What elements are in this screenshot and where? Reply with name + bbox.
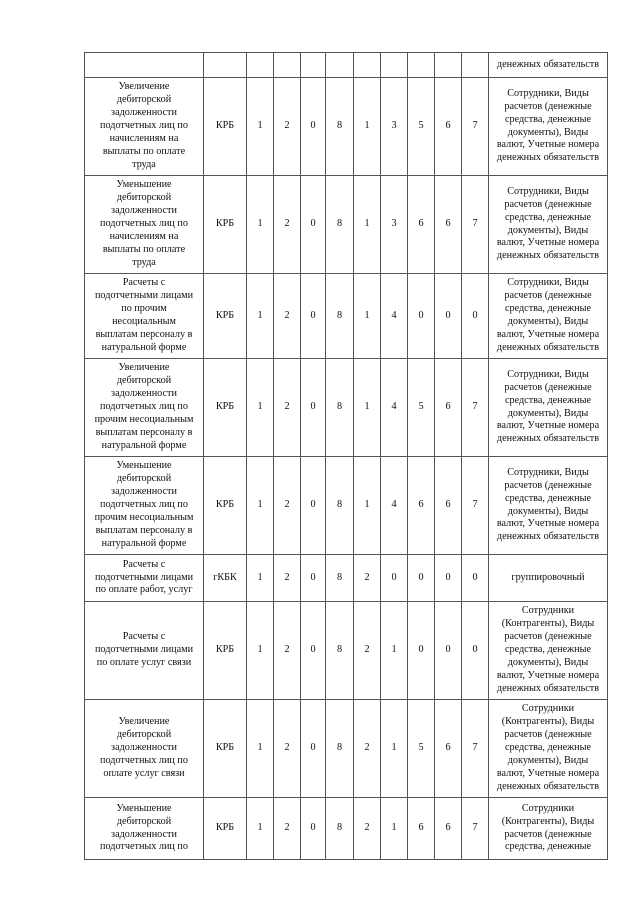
account-digit: 6 — [435, 798, 462, 860]
table-row — [85, 53, 608, 78]
account-digit: 1 — [247, 798, 274, 860]
table-row — [85, 602, 608, 700]
account-digit: 3 — [381, 78, 408, 176]
account-digit: 0 — [301, 602, 326, 700]
account-digit: 0 — [301, 700, 326, 798]
row-analytics: Сотрудники, Виды расчетов (денежные средства, денежные документы), Виды валют, Учетные номера денежных обязательств — [489, 176, 608, 274]
account-digit — [435, 53, 462, 78]
account-digit: 1 — [247, 359, 274, 457]
account-digit: 0 — [435, 274, 462, 359]
account-digit: 1 — [247, 700, 274, 798]
account-digit: 8 — [326, 78, 354, 176]
account-digit: 6 — [435, 700, 462, 798]
row-type: КРБ — [204, 602, 247, 700]
row-description — [85, 53, 204, 78]
account-digit — [301, 53, 326, 78]
account-digit: 1 — [381, 602, 408, 700]
account-digit: 6 — [435, 176, 462, 274]
account-digit — [326, 53, 354, 78]
account-digit: 2 — [274, 176, 301, 274]
row-description: Уменьшение дебиторской задолженности подотчетных лиц по начислениям на выплаты по оплате труда — [85, 176, 204, 274]
account-digit: 8 — [326, 457, 354, 555]
account-digit: 0 — [408, 555, 435, 602]
account-digit: 1 — [354, 457, 381, 555]
account-digit: 0 — [381, 555, 408, 602]
account-digit: 1 — [247, 457, 274, 555]
table-row — [85, 274, 608, 359]
account-digit: 0 — [435, 602, 462, 700]
account-digit: 7 — [462, 457, 489, 555]
account-digit: 2 — [274, 602, 301, 700]
account-digit: 0 — [435, 555, 462, 602]
account-digit: 6 — [435, 78, 462, 176]
account-digit — [408, 53, 435, 78]
account-digit: 6 — [408, 798, 435, 860]
account-digit — [462, 53, 489, 78]
account-digit: 4 — [381, 457, 408, 555]
account-digit: 6 — [408, 176, 435, 274]
account-digit — [274, 53, 301, 78]
account-digit: 1 — [381, 700, 408, 798]
account-digit: 0 — [462, 274, 489, 359]
row-description: Увеличение дебиторской задолженности подотчетных лиц по начислениям на выплаты по оплате труда — [85, 78, 204, 176]
account-digit: 6 — [435, 359, 462, 457]
row-type: КРБ — [204, 176, 247, 274]
table-row — [85, 78, 608, 176]
account-digit: 5 — [408, 78, 435, 176]
account-digit: 2 — [274, 457, 301, 555]
account-digit: 1 — [247, 176, 274, 274]
row-description: Расчеты с подотчетными лицами по прочим несоциальным выплатам персоналу в натуральной форме — [85, 274, 204, 359]
account-digit: 1 — [247, 555, 274, 602]
table-row — [85, 176, 608, 274]
account-digit — [247, 53, 274, 78]
account-digit: 4 — [381, 274, 408, 359]
account-digit: 2 — [274, 798, 301, 860]
row-description: Расчеты с подотчетными лицами по оплате работ, услуг — [85, 555, 204, 602]
account-digit: 5 — [408, 359, 435, 457]
account-digit: 0 — [301, 274, 326, 359]
row-type: КРБ — [204, 457, 247, 555]
account-digit: 1 — [381, 798, 408, 860]
account-digit: 0 — [462, 602, 489, 700]
row-analytics: Сотрудники, Виды расчетов (денежные средства, денежные документы), Виды валют, Учетные номера денежных обязательств — [489, 274, 608, 359]
table-row — [85, 798, 608, 860]
account-digit — [354, 53, 381, 78]
row-type — [204, 53, 247, 78]
account-digit: 7 — [462, 700, 489, 798]
account-digit: 7 — [462, 78, 489, 176]
row-description: Увеличение дебиторской задолженности подотчетных лиц по прочим несоциальным выплатам персоналу в натуральной форме — [85, 359, 204, 457]
account-digit: 7 — [462, 359, 489, 457]
row-type: гКБК — [204, 555, 247, 602]
account-digit: 8 — [326, 359, 354, 457]
row-description: Уменьшение дебиторской задолженности подотчетных лиц по — [85, 798, 204, 860]
row-type: КРБ — [204, 274, 247, 359]
account-digit: 8 — [326, 555, 354, 602]
account-digit: 8 — [326, 602, 354, 700]
row-description: Расчеты с подотчетными лицами по оплате услуг связи — [85, 602, 204, 700]
account-digit: 6 — [408, 457, 435, 555]
account-digit — [381, 53, 408, 78]
row-analytics: Сотрудники, Виды расчетов (денежные средства, денежные документы), Виды валют, Учетные номера денежных обязательств — [489, 457, 608, 555]
row-analytics: Сотрудники, Виды расчетов (денежные средства, денежные документы), Виды валют, Учетные номера денежных обязательств — [489, 78, 608, 176]
account-digit: 5 — [408, 700, 435, 798]
table-row — [85, 555, 608, 602]
account-digit: 3 — [381, 176, 408, 274]
account-digit: 2 — [274, 359, 301, 457]
account-digit: 1 — [247, 602, 274, 700]
row-analytics: Сотрудники (Контрагенты), Виды расчетов (денежные средства, денежные документы), Виды валют, Учетные номера денежных обязательств — [489, 700, 608, 798]
row-description: Уменьшение дебиторской задолженности подотчетных лиц по прочим несоциальным выплатам персоналу в натуральной форме — [85, 457, 204, 555]
account-digit: 1 — [354, 274, 381, 359]
account-digit: 0 — [301, 457, 326, 555]
account-digit: 2 — [274, 555, 301, 602]
account-digit: 0 — [301, 555, 326, 602]
account-digit: 0 — [408, 274, 435, 359]
row-type: КРБ — [204, 798, 247, 860]
table-row — [85, 359, 608, 457]
table-row — [85, 700, 608, 798]
account-digit: 0 — [301, 798, 326, 860]
account-digit: 0 — [408, 602, 435, 700]
account-digit: 4 — [381, 359, 408, 457]
account-digit: 0 — [301, 359, 326, 457]
row-analytics: Сотрудники (Контрагенты), Виды расчетов (денежные средства, денежные документы), Виды валют, Учетные номера денежных обязательств — [489, 602, 608, 700]
account-digit: 7 — [462, 176, 489, 274]
table-row — [85, 457, 608, 555]
account-digit: 0 — [462, 555, 489, 602]
account-digit: 1 — [354, 176, 381, 274]
account-digit: 2 — [274, 274, 301, 359]
account-digit: 8 — [326, 700, 354, 798]
account-digit: 2 — [354, 798, 381, 860]
row-description: Увеличение дебиторской задолженности подотчетных лиц по оплате услуг связи — [85, 700, 204, 798]
account-digit: 6 — [435, 457, 462, 555]
account-digit: 2 — [274, 700, 301, 798]
account-digit: 0 — [301, 78, 326, 176]
row-type: КРБ — [204, 78, 247, 176]
row-analytics: денежных обязательств — [489, 53, 608, 78]
row-analytics: Сотрудники, Виды расчетов (денежные средства, денежные документы), Виды валют, Учетные номера денежных обязательств — [489, 359, 608, 457]
account-digit: 8 — [326, 274, 354, 359]
row-analytics: Сотрудники (Контрагенты), Виды расчетов (денежные средства, денежные — [489, 798, 608, 860]
account-digit: 0 — [301, 176, 326, 274]
account-digit: 2 — [354, 602, 381, 700]
account-digit: 7 — [462, 798, 489, 860]
account-digit: 8 — [326, 176, 354, 274]
account-digit: 8 — [326, 798, 354, 860]
account-digit: 1 — [247, 78, 274, 176]
account-digit: 2 — [274, 78, 301, 176]
account-digit: 2 — [354, 555, 381, 602]
account-digit: 1 — [354, 78, 381, 176]
row-type: КРБ — [204, 359, 247, 457]
table-body — [85, 53, 608, 860]
account-digit: 2 — [354, 700, 381, 798]
account-digit: 1 — [354, 359, 381, 457]
row-type: КРБ — [204, 700, 247, 798]
account-digit: 1 — [247, 274, 274, 359]
row-analytics: группировочный — [489, 555, 608, 602]
accounts-table — [84, 52, 608, 860]
